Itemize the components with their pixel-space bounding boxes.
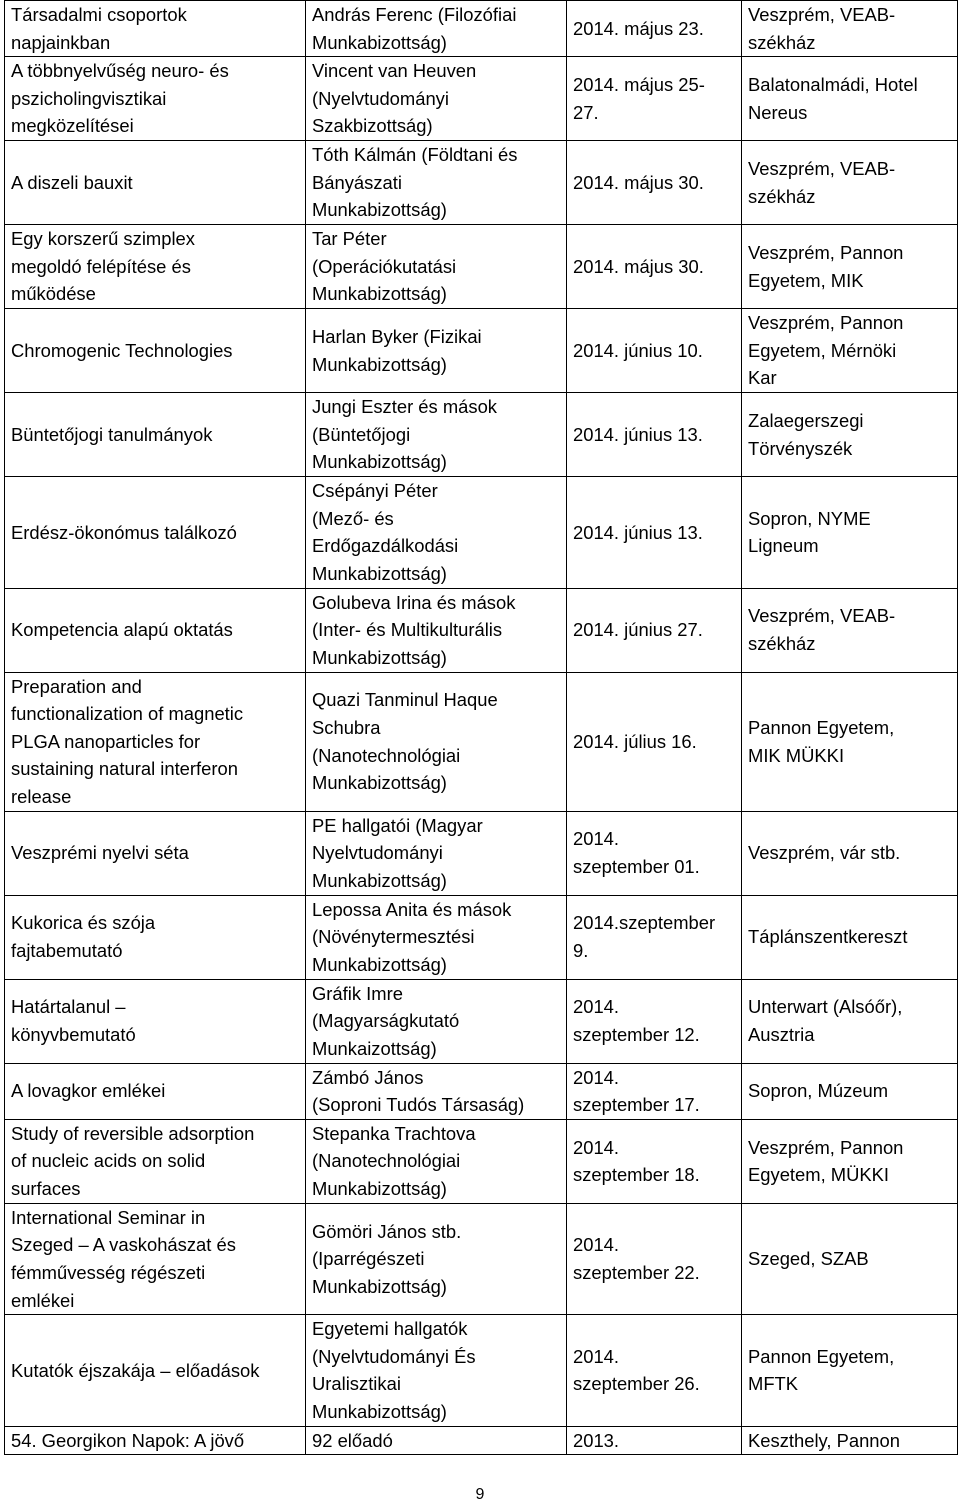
organizer-cell: Tar Péter (Operációkutatási Munkabizottság) [306, 225, 567, 309]
event-cell: Társadalmi csoportok napjainkban [5, 1, 306, 57]
event-cell: International Seminar in Szeged – A vaskohászat és fémművesség régészeti emlékei [5, 1203, 306, 1314]
organizer-cell: Tóth Kálmán (Földtani és Bányászati Munkabizottság) [306, 141, 567, 225]
date-cell: 2014. június 13. [567, 393, 742, 477]
events-table [4, 0, 958, 1455]
place-cell: Veszprém, Pannon Egyetem, MIK [742, 225, 958, 309]
date-cell: 2014. június 27. [567, 588, 742, 672]
place-cell: Zalaegerszegi Törvényszék [742, 393, 958, 477]
organizer-cell: Csépányi Péter (Mező- és Erdőgazdálkodási Munkabizottság) [306, 477, 567, 588]
organizer-cell: Egyetemi hallgatók (Nyelvtudományi És Uralisztikai Munkabizottság) [306, 1315, 567, 1426]
table-row [5, 141, 958, 225]
event-cell: Study of reversible adsorption of nucleic acids on solid surfaces [5, 1119, 306, 1203]
event-cell: Chromogenic Technologies [5, 309, 306, 393]
table-row [5, 1315, 958, 1426]
date-cell: 2014.szeptember 9. [567, 895, 742, 979]
organizer-cell: Jungi Eszter és mások (Büntetőjogi Munkabizottság) [306, 393, 567, 477]
organizer-cell: Gömöri János stb. (Iparrégészeti Munkabizottság) [306, 1203, 567, 1314]
table-row [5, 979, 958, 1063]
place-cell: Szeged, SZAB [742, 1203, 958, 1314]
date-cell: 2014. június 10. [567, 309, 742, 393]
organizer-cell: 92 előadó [306, 1426, 567, 1455]
date-cell: 2014. szeptember 22. [567, 1203, 742, 1314]
table-row [5, 1203, 958, 1314]
organizer-cell: Golubeva Irina és mások (Inter- és Multikulturális Munkabizottság) [306, 588, 567, 672]
event-cell: Veszprémi nyelvi séta [5, 811, 306, 895]
place-cell: Unterwart (Alsóőr), Ausztria [742, 979, 958, 1063]
date-cell: 2014. szeptember 17. [567, 1063, 742, 1119]
table-row [5, 477, 958, 588]
organizer-cell: Stepanka Trachtova (Nanotechnológiai Munkabizottság) [306, 1119, 567, 1203]
place-cell: Pannon Egyetem, MFTK [742, 1315, 958, 1426]
table-row [5, 393, 958, 477]
organizer-cell: Gráfik Imre (Magyarságkutató Munkaizottság) [306, 979, 567, 1063]
organizer-cell: Harlan Byker (Fizikai Munkabizottság) [306, 309, 567, 393]
date-cell: 2014. június 13. [567, 477, 742, 588]
date-cell: 2014. május 23. [567, 1, 742, 57]
date-cell: 2013. [567, 1426, 742, 1455]
event-cell: A diszeli bauxit [5, 141, 306, 225]
table-row [5, 672, 958, 811]
place-cell: Sopron, NYME Ligneum [742, 477, 958, 588]
organizer-cell: Quazi Tanminul Haque Schubra (Nanotechnológiai Munkabizottság) [306, 672, 567, 811]
place-cell: Veszprém, vár stb. [742, 811, 958, 895]
event-cell: A lovagkor emlékei [5, 1063, 306, 1119]
place-cell: Veszprém, VEAB- székház [742, 588, 958, 672]
event-cell: Preparation and functionalization of magnetic PLGA nanoparticles for sustaining natural interferon release [5, 672, 306, 811]
organizer-cell: Vincent van Heuven (Nyelvtudományi Szakbizottság) [306, 57, 567, 141]
organizer-cell: Zámbó János (Soproni Tudós Társaság) [306, 1063, 567, 1119]
event-cell: A többnyelvűség neuro- és pszicholingvisztikai megközelítései [5, 57, 306, 141]
organizer-cell: PE hallgatói (Magyar Nyelvtudományi Munkabizottság) [306, 811, 567, 895]
place-cell: Veszprém, Pannon Egyetem, MÜKKI [742, 1119, 958, 1203]
table-row [5, 1426, 958, 1455]
place-cell: Veszprém, VEAB- székház [742, 1, 958, 57]
place-cell: Pannon Egyetem, MIK MÜKKI [742, 672, 958, 811]
date-cell: 2014. május 25- 27. [567, 57, 742, 141]
table-row [5, 588, 958, 672]
date-cell: 2014. május 30. [567, 141, 742, 225]
event-cell: Határtalanul – könyvbemutató [5, 979, 306, 1063]
table-row [5, 309, 958, 393]
date-cell: 2014. szeptember 12. [567, 979, 742, 1063]
place-cell: Veszprém, Pannon Egyetem, Mérnöki Kar [742, 309, 958, 393]
table-row [5, 1063, 958, 1119]
organizer-cell: András Ferenc (Filozófiai Munkabizottság) [306, 1, 567, 57]
event-cell: Büntetőjogi tanulmányok [5, 393, 306, 477]
table-row [5, 811, 958, 895]
date-cell: 2014. július 16. [567, 672, 742, 811]
event-cell: Kompetencia alapú oktatás [5, 588, 306, 672]
event-cell: Kukorica és szója fajtabemutató [5, 895, 306, 979]
date-cell: 2014. szeptember 26. [567, 1315, 742, 1426]
table-row [5, 1, 958, 57]
organizer-cell: Lepossa Anita és mások (Növénytermesztési Munkabizottság) [306, 895, 567, 979]
table-row [5, 895, 958, 979]
table-row [5, 1119, 958, 1203]
page-number: 9 [475, 1486, 485, 1503]
table-row [5, 57, 958, 141]
event-cell: Erdész-ökonómus találkozó [5, 477, 306, 588]
place-cell: Balatonalmádi, Hotel Nereus [742, 57, 958, 141]
event-cell: Egy korszerű szimplex megoldó felépítése és működése [5, 225, 306, 309]
place-cell: Sopron, Múzeum [742, 1063, 958, 1119]
place-cell: Táplánszentkereszt [742, 895, 958, 979]
date-cell: 2014. május 30. [567, 225, 742, 309]
place-cell: Keszthely, Pannon [742, 1426, 958, 1455]
date-cell: 2014. szeptember 18. [567, 1119, 742, 1203]
event-cell: 54. Georgikon Napok: A jövő [5, 1426, 306, 1455]
place-cell: Veszprém, VEAB- székház [742, 141, 958, 225]
date-cell: 2014. szeptember 01. [567, 811, 742, 895]
event-cell: Kutatók éjszakája – előadások [5, 1315, 306, 1426]
table-row [5, 225, 958, 309]
